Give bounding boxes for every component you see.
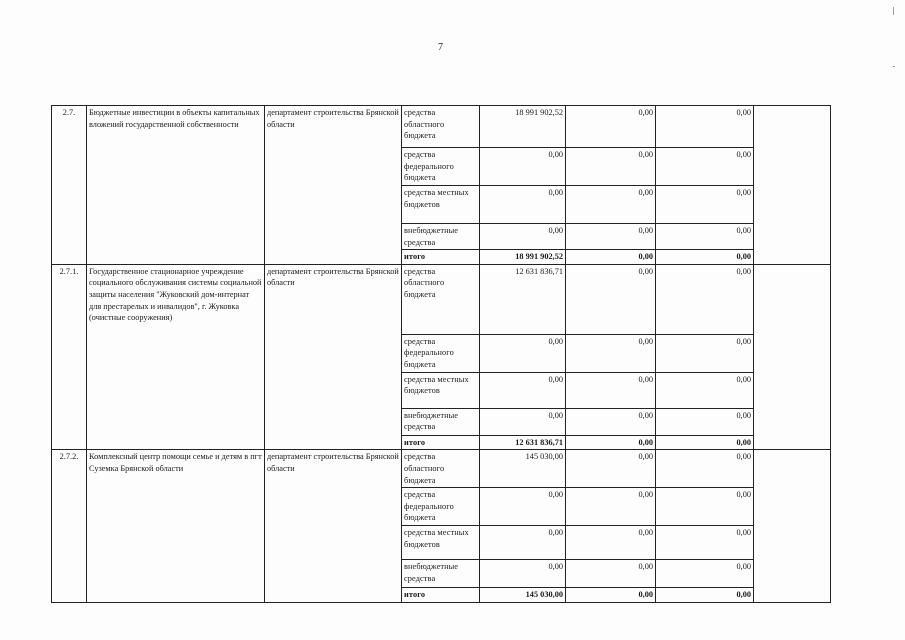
- amount-year-2: 0,00: [566, 250, 656, 265]
- funding-source: внебюджетные средства: [402, 408, 480, 435]
- amount-year-1: 0,00: [480, 559, 566, 587]
- amount-year-3: 0,00: [656, 525, 754, 559]
- item-number: 2.7.2.: [52, 450, 87, 602]
- amount-year-1: 0,00: [480, 525, 566, 559]
- funding-source: средства федерального бюджета: [402, 334, 480, 372]
- amount-year-3: 0,00: [656, 334, 754, 372]
- amount-year-1: 0,00: [480, 186, 566, 224]
- amount-year-1: 0,00: [480, 372, 566, 408]
- funding-source: средства федерального бюджета: [402, 488, 480, 526]
- funding-source-total: итого: [402, 435, 480, 450]
- budget-table: [51, 105, 831, 603]
- amount-year-2: 0,00: [566, 525, 656, 559]
- funding-source-total: итого: [402, 250, 480, 265]
- page-number: 7: [438, 42, 443, 53]
- funding-source: средства местных бюджетов: [402, 525, 480, 559]
- amount-year-1: 12 631 836,71: [480, 264, 566, 334]
- funding-source: средства местных бюджетов: [402, 186, 480, 224]
- amount-year-2: 0,00: [566, 408, 656, 435]
- empty-cell: [754, 450, 831, 602]
- amount-year-3: 0,00: [656, 372, 754, 408]
- table-row: [52, 106, 831, 148]
- funding-source: внебюджетные средства: [402, 224, 480, 250]
- amount-year-3: 0,00: [656, 408, 754, 435]
- amount-year-1: 12 631 836,71: [480, 435, 566, 450]
- scan-edge-mark: [893, 7, 894, 15]
- amount-year-3: 0,00: [656, 450, 754, 488]
- amount-year-1: 0,00: [480, 148, 566, 186]
- funding-source-total: итого: [402, 587, 480, 602]
- amount-year-1: 0,00: [480, 408, 566, 435]
- amount-year-2: 0,00: [566, 587, 656, 602]
- amount-year-2: 0,00: [566, 148, 656, 186]
- amount-year-1: 0,00: [480, 488, 566, 526]
- amount-year-2: 0,00: [566, 372, 656, 408]
- amount-year-1: 18 991 902,52: [480, 250, 566, 265]
- amount-year-2: 0,00: [566, 264, 656, 334]
- empty-cell: [754, 264, 831, 450]
- amount-year-3: 0,00: [656, 559, 754, 587]
- amount-year-3: 0,00: [656, 587, 754, 602]
- funding-source: внебюджетные средства: [402, 559, 480, 587]
- amount-year-3: 0,00: [656, 435, 754, 450]
- amount-year-3: 0,00: [656, 488, 754, 526]
- item-number: 2.7.1.: [52, 264, 87, 450]
- item-name: Бюджетные инвестиции в объекты капитальных вложений государственной собственности: [87, 106, 265, 265]
- amount-year-3: 0,00: [656, 186, 754, 224]
- scan-edge-mark: [893, 66, 895, 67]
- item-name: Государственное стационарное учреждение социального обслуживания системы социальной защиты населения "Жуковский дом-интернат для престарелых и инвалидов", г. Жуковка (очистные сооружения): [87, 264, 265, 450]
- funding-source: средства местных бюджетов: [402, 372, 480, 408]
- amount-year-2: 0,00: [566, 106, 656, 148]
- amount-year-2: 0,00: [566, 559, 656, 587]
- item-executor: департамент строительства Брянской области: [265, 106, 402, 265]
- item-name: Комплексный центр помощи семье и детям в пгт Суземка Брянской области: [87, 450, 265, 602]
- amount-year-2: 0,00: [566, 450, 656, 488]
- amount-year-1: 145 030,00: [480, 587, 566, 602]
- amount-year-1: 145 030,00: [480, 450, 566, 488]
- funding-source: средства областного бюджета: [402, 264, 480, 334]
- amount-year-2: 0,00: [566, 334, 656, 372]
- funding-source: средства областного бюджета: [402, 106, 480, 148]
- table-row: [52, 264, 831, 334]
- amount-year-2: 0,00: [566, 186, 656, 224]
- amount-year-2: 0,00: [566, 224, 656, 250]
- funding-source: средства федерального бюджета: [402, 148, 480, 186]
- funding-source: средства областного бюджета: [402, 450, 480, 488]
- item-executor: департамент строительства Брянской области: [265, 450, 402, 602]
- amount-year-1: 0,00: [480, 224, 566, 250]
- amount-year-2: 0,00: [566, 488, 656, 526]
- amount-year-3: 0,00: [656, 148, 754, 186]
- item-number: 2.7.: [52, 106, 87, 265]
- amount-year-1: 18 991 902,52: [480, 106, 566, 148]
- item-executor: департамент строительства Брянской области: [265, 264, 402, 450]
- empty-cell: [754, 106, 831, 265]
- amount-year-3: 0,00: [656, 250, 754, 265]
- amount-year-3: 0,00: [656, 106, 754, 148]
- amount-year-3: 0,00: [656, 224, 754, 250]
- amount-year-3: 0,00: [656, 264, 754, 334]
- amount-year-2: 0,00: [566, 435, 656, 450]
- amount-year-1: 0,00: [480, 334, 566, 372]
- table-row: [52, 450, 831, 488]
